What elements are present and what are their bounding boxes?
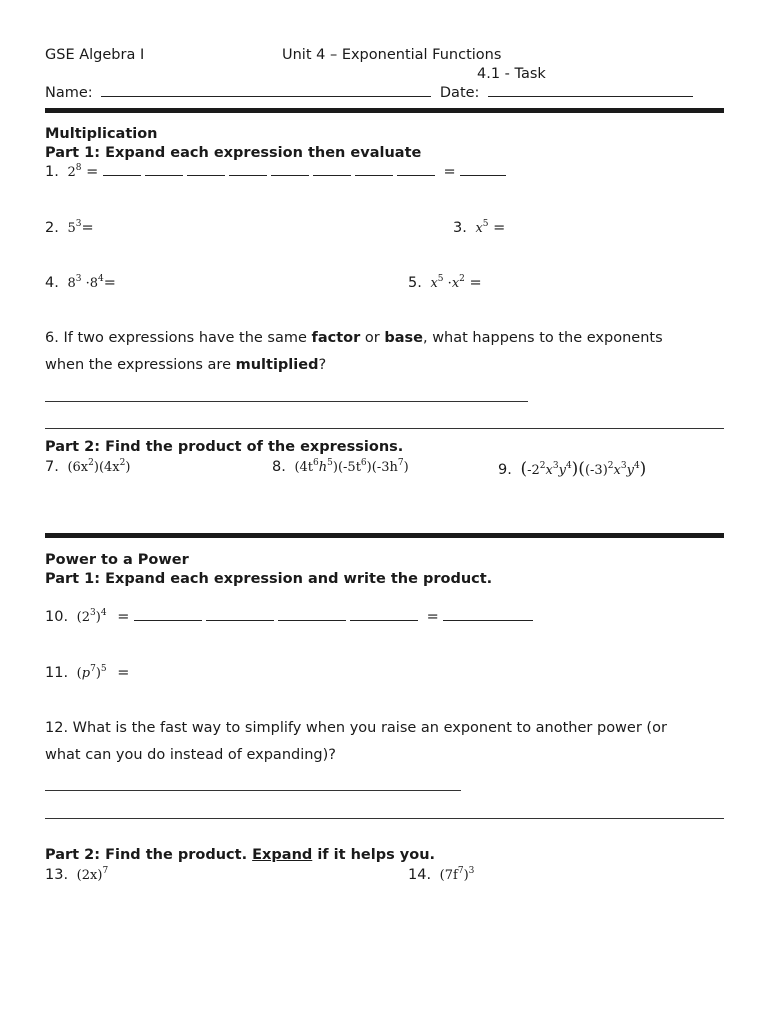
q1-blank-1[interactable] <box>103 163 141 176</box>
section-title-power-to-power: Power to a Power <box>45 552 189 568</box>
part1-heading-2: Part 1: Expand each expression and write the product. <box>45 571 493 587</box>
q13-number: 13. <box>45 867 69 883</box>
part2-heading-2: Part 2: Find the product. Expand if it helps you. <box>45 847 436 863</box>
question-11 <box>45 665 129 681</box>
q1-blank-8[interactable] <box>397 163 435 176</box>
q11-equals: = <box>117 665 130 681</box>
q1-number: 1. <box>45 164 59 180</box>
q14-number: 14. <box>408 867 432 883</box>
q1-blank-3[interactable] <box>187 163 225 176</box>
q4-expression: $8^3 \cdot 8^4$ <box>67 274 104 291</box>
name-blank[interactable] <box>101 84 431 97</box>
name-row <box>45 84 697 101</box>
question-7 <box>45 459 130 475</box>
q10-blank-3[interactable] <box>278 608 346 621</box>
question-4 <box>45 275 116 291</box>
q10-expression: $(2^3)^4$ <box>76 608 107 625</box>
q8-number: 8. <box>272 459 286 475</box>
q14-expression: $(7f^7)^3$ <box>439 866 475 883</box>
q2-equals: = <box>81 220 94 236</box>
q10-answer-blank[interactable] <box>443 608 533 621</box>
q10-number: 10. <box>45 609 69 625</box>
q13-expression: $(2x)^7$ <box>76 866 109 883</box>
q1-expression: $2^8$ <box>67 163 82 180</box>
section-title-multiplication: Multiplication <box>45 126 158 142</box>
question-12-line-2: what can you do instead of expanding)? <box>45 747 336 763</box>
q2-expression: $5^3$ <box>67 219 82 236</box>
q7-expression: $(6x^2)(4x^2)$ <box>67 458 131 475</box>
part1-heading: Part 1: Expand each expression then evaluate <box>45 145 422 161</box>
q4-number: 4. <box>45 275 59 291</box>
question-8 <box>272 459 409 475</box>
q5-number: 5. <box>408 275 422 291</box>
q1-blank-4[interactable] <box>229 163 267 176</box>
q10-equals-2: = <box>426 609 439 625</box>
q1-answer-blank[interactable] <box>460 163 506 176</box>
question-2 <box>45 220 94 236</box>
section-divider <box>45 533 724 538</box>
date-label: Date: <box>439 85 480 101</box>
q9-number: 9. <box>498 462 512 478</box>
question-6-line-1: 6. If two expressions have the same factor or base, what happens to the exponents <box>45 330 663 346</box>
date-blank[interactable] <box>488 84 693 97</box>
q1-equals: = <box>86 164 99 180</box>
q2-number: 2. <box>45 220 59 236</box>
q5-expression: $x^5 \cdot x^2$ <box>430 274 465 291</box>
question-10 <box>45 608 537 625</box>
question-13 <box>45 867 108 883</box>
q10-blank-4[interactable] <box>350 608 418 621</box>
q1-equals-2: = <box>443 164 456 180</box>
question-14 <box>408 867 474 883</box>
q9-expression: $(-2^2x^3y^4)((-3)^2x^3y^4)$ <box>520 459 647 479</box>
name-label: Name: <box>45 85 93 101</box>
q12-answer-line-2[interactable] <box>45 818 724 819</box>
q1-blank-7[interactable] <box>355 163 393 176</box>
q1-blank-6[interactable] <box>313 163 351 176</box>
q3-equals: = <box>493 220 506 236</box>
q5-equals: = <box>469 275 482 291</box>
part2-heading: Part 2: Find the product of the expressions. <box>45 439 404 455</box>
q11-expression: $(p^7)^5$ <box>76 664 107 681</box>
q7-number: 7. <box>45 459 59 475</box>
question-1 <box>45 163 510 180</box>
q1-blank-5[interactable] <box>271 163 309 176</box>
task-label: 4.1 - Task <box>477 66 546 82</box>
header-divider <box>45 108 724 113</box>
q10-blank-1[interactable] <box>134 608 202 621</box>
q11-number: 11. <box>45 665 69 681</box>
q1-blank-2[interactable] <box>145 163 183 176</box>
q6-answer-line-2[interactable] <box>45 428 724 429</box>
q3-expression: $x^5$ <box>475 219 489 236</box>
q6-answer-line-1[interactable] <box>45 401 528 402</box>
question-12-line-1: 12. What is the fast way to simplify when you raise an exponent to another power (or <box>45 720 667 736</box>
q12-answer-line-1[interactable] <box>45 790 461 791</box>
q3-number: 3. <box>453 220 467 236</box>
q10-blank-2[interactable] <box>206 608 274 621</box>
q4-equals: = <box>103 275 116 291</box>
q8-expression: $(4t^6h^5)(-5t^6)(-3h^7)$ <box>294 458 409 475</box>
course-title: GSE Algebra I <box>45 47 145 63</box>
question-3 <box>453 220 505 236</box>
unit-title: Unit 4 – Exponential Functions <box>282 47 502 63</box>
question-6-line-2: when the expressions are multiplied? <box>45 357 327 373</box>
question-9 <box>498 459 646 479</box>
q10-equals: = <box>117 609 130 625</box>
question-5 <box>408 275 482 291</box>
